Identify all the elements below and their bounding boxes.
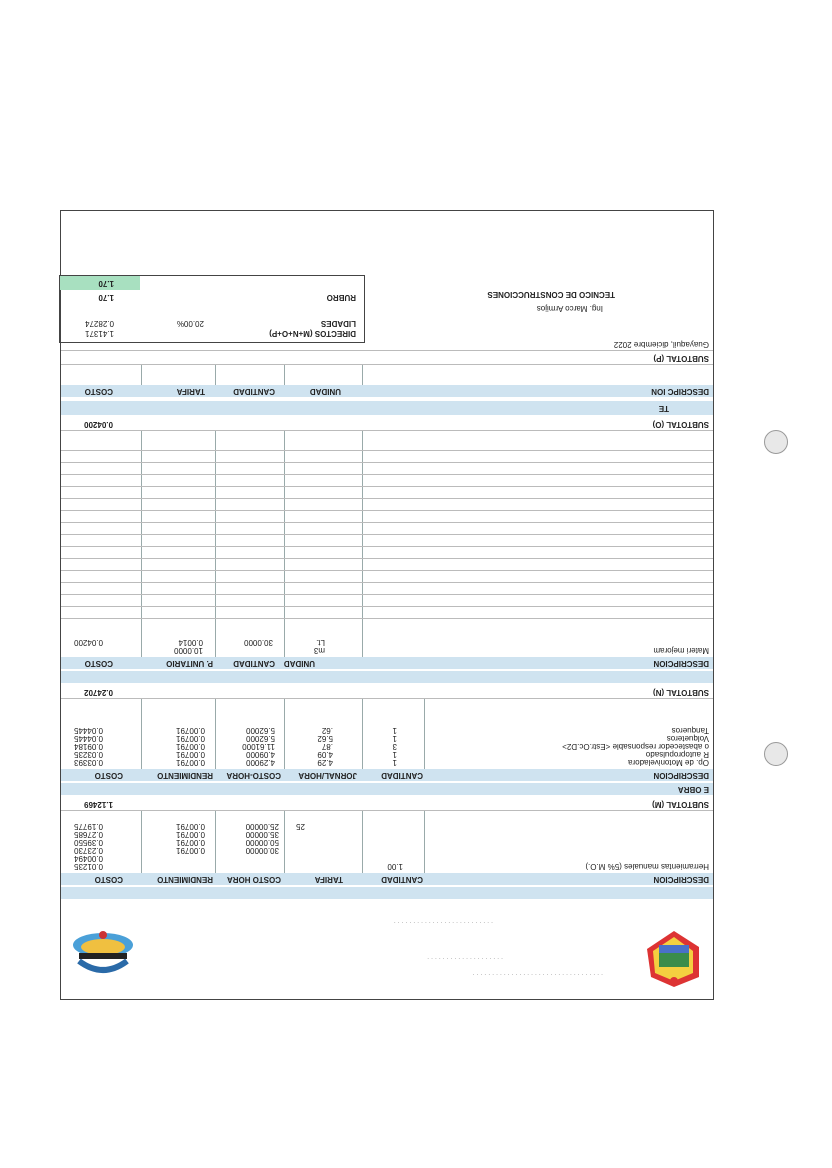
table-cell: Materi mejoram — [653, 646, 709, 655]
table-cell: 25 — [296, 822, 305, 831]
grid-line — [141, 699, 142, 769]
table-cell: 0.00791 — [176, 822, 205, 831]
grid-line — [284, 811, 285, 873]
subtotal-o-label: SUBTOTAL (O) — [652, 420, 709, 429]
grid-line — [61, 430, 713, 431]
faint-letterhead-line: . . . . . . . . . . . . . . . . . . . . — [427, 956, 503, 963]
table-cell: 50.00000 — [245, 838, 279, 847]
indirectos-label: LIDADES — [320, 319, 356, 328]
grid-line — [61, 350, 713, 351]
col-costo: COSTO — [94, 771, 123, 780]
table-cell: 0.0014 — [178, 638, 203, 647]
grid-line — [362, 811, 363, 873]
table-cell: 0.00791 — [176, 846, 205, 855]
total-directos-label: DIRECTOS (M+N+O+P) — [269, 329, 356, 338]
col-descripcion: DESCRIPCION — [653, 875, 709, 884]
grid-line — [61, 606, 713, 607]
col-cantidad: CANTIDAD — [233, 387, 275, 396]
table-cell: 0.00791 — [176, 758, 205, 767]
rubro-highlight — [60, 276, 140, 290]
anniversary-logo-icon — [65, 922, 141, 985]
subtotal-m-label: SUBTOTAL (M) — [652, 800, 709, 809]
grid-line — [141, 811, 142, 873]
mano-obra-title: E OBRA — [677, 785, 709, 794]
table-cell: 0.19775 — [74, 822, 103, 831]
table-cell: 0.00494 — [74, 854, 103, 863]
grid-line — [362, 431, 363, 657]
table-cell: 30.0000 — [244, 638, 273, 647]
indirectos-pct: 20.00% — [176, 319, 204, 328]
table-cell: Volqueteros — [666, 734, 709, 743]
grid-line — [61, 522, 713, 523]
grid-line — [61, 364, 713, 365]
table-cell: 0.03235 — [74, 750, 103, 759]
grid-line — [61, 810, 713, 811]
rubro-value: 1.70 — [98, 293, 114, 302]
table-cell: 0.04200 — [74, 638, 103, 647]
col-costo: COSTO — [84, 659, 113, 668]
col-rendimiento: RENDIMIENTO — [157, 875, 213, 884]
col-cantidad: CANTIDAD — [381, 771, 423, 780]
col-jornal: JORNAL/HORA — [298, 771, 357, 780]
col-descripcion: DESCRIPC ION — [651, 387, 709, 396]
transporte-title-band — [61, 401, 713, 415]
mano-obra-header-band — [61, 769, 713, 781]
grid-line — [215, 811, 216, 873]
grid-line — [61, 558, 713, 559]
total-directos-value: 1.41371 — [85, 329, 114, 338]
subtotal-n-label: SUBTOTAL (N) — [653, 688, 709, 697]
grid-line — [215, 365, 216, 385]
subtotal-p-label: SUBTOTAL (P) — [653, 354, 709, 363]
rubro-box-value: 1.70 — [98, 279, 114, 288]
faint-letterhead-line: . . . . . . . . . . . . . . . . . . . . . . . . . . — [393, 920, 493, 927]
transporte-title: TE — [658, 404, 669, 413]
grid-line — [61, 618, 713, 619]
grid-line — [61, 486, 713, 487]
table-cell: 0.27685 — [74, 830, 103, 839]
table-cell: 5.62000 — [246, 726, 275, 735]
table-cell: R autopropulsado — [645, 750, 709, 759]
municipal-seal-icon — [643, 922, 705, 989]
table-cell: 0.00791 — [176, 750, 205, 759]
grid-line — [61, 450, 713, 451]
col-unidad: UNIDAD — [309, 387, 341, 396]
table-cell: 0.00791 — [176, 830, 205, 839]
place-date: Guayaquil, diciembre 2022 — [613, 340, 709, 349]
table-cell: 1 — [392, 750, 397, 759]
table-cell: Op. de Motoniveladora — [628, 758, 709, 767]
grid-line — [61, 546, 713, 547]
table-cell: Lt. — [316, 638, 325, 647]
table-cell: Herramientas manuales (5% M.O.) — [585, 862, 709, 871]
table-cell: 35.00000 — [245, 830, 279, 839]
table-cell: 0.00791 — [176, 838, 205, 847]
subtotal-n-value: 0.24702 — [84, 688, 113, 697]
col-p-unitario: P. UNITARIO — [166, 659, 213, 668]
grid-line — [141, 365, 142, 385]
faint-letterhead-line: . . . . . . . . . . . . . . . . . . . . . . . . . . . . . . . . . . — [472, 972, 603, 979]
table-cell: 0.04445 — [74, 734, 103, 743]
grid-line — [61, 582, 713, 583]
table-cell: 0.23730 — [74, 846, 103, 855]
grid-line — [61, 462, 713, 463]
subtotal-o-value: 0.04200 — [84, 420, 113, 429]
table-cell: 4.29 — [317, 758, 333, 767]
col-descripcion: DESCRIPCION — [653, 771, 709, 780]
grid-line — [61, 698, 713, 699]
grid-line — [61, 570, 713, 571]
table-cell: 11.61000 — [242, 742, 275, 751]
col-rendimiento: RENDIMIENTO — [157, 771, 213, 780]
col-tarifa: TARIFA — [176, 387, 205, 396]
engineer-name: Ing. Marco Armijos — [536, 304, 603, 313]
col-cantidad: CANTIDAD — [233, 659, 275, 668]
rubro-label: RUBRO — [326, 293, 356, 302]
price-analysis-sheet — [60, 210, 714, 1000]
transporte-header-band — [61, 385, 713, 397]
grid-line — [362, 699, 363, 769]
col-costo: COSTO — [94, 875, 123, 884]
table-cell: 0.03393 — [74, 758, 103, 767]
col-costo: COSTO — [84, 387, 113, 396]
grid-line — [141, 431, 142, 657]
grid-line — [284, 365, 285, 385]
materiales-header-band — [61, 657, 713, 669]
grid-line — [424, 699, 425, 769]
col-cantidad: CANTIDAD — [381, 875, 423, 884]
grid-line — [61, 594, 713, 595]
table-cell: 25.00000 — [245, 822, 279, 831]
col-costo-hora: COSTO HORA — [226, 875, 281, 884]
table-cell: m3 — [313, 646, 325, 655]
grid-line — [424, 811, 425, 873]
table-cell: 30.00000 — [245, 846, 279, 855]
grid-line — [61, 498, 713, 499]
table-cell: 0.04445 — [74, 726, 103, 735]
indirectos-value: 0.28274 — [85, 319, 114, 328]
grid-line — [215, 431, 216, 657]
table-cell: 4.29000 — [246, 758, 275, 767]
table-cell: .87 — [321, 742, 333, 751]
grid-line — [61, 510, 713, 511]
table-cell: 1.00 — [387, 862, 403, 871]
grid-line — [284, 431, 285, 657]
engineer-role: TECNICO DE CONSTRUCCIONES — [487, 290, 615, 299]
col-descripcion: DESCRIPCION — [653, 659, 709, 668]
table-cell: 0.09184 — [74, 742, 103, 751]
equipos-title-band — [61, 887, 713, 899]
col-tarifa: TARIFA — [314, 875, 343, 884]
mano-obra-title-band — [61, 783, 713, 795]
table-cell: 10.0000 — [174, 646, 203, 655]
col-unidad: UNIDAD — [283, 659, 315, 668]
equipos-header-band — [61, 873, 713, 885]
grid-line — [61, 534, 713, 535]
grid-line — [61, 474, 713, 475]
table-cell: 0.39550 — [74, 838, 103, 847]
table-cell: 1 — [392, 758, 397, 767]
table-cell: Tanqueros — [671, 726, 709, 735]
table-cell: 5.62000 — [246, 734, 275, 743]
grid-line — [215, 699, 216, 769]
table-cell: .62 — [321, 726, 333, 735]
table-cell: 0.01235 — [74, 862, 103, 871]
punch-hole-icon — [764, 742, 788, 766]
table-cell: 0.00791 — [176, 734, 205, 743]
subtotal-m-value: 1.12469 — [84, 800, 113, 809]
table-cell: 1 — [392, 734, 397, 743]
grid-line — [284, 699, 285, 769]
punch-hole-icon — [764, 430, 788, 454]
table-cell: o abastecedor responsable <Estr.Oc.D2> — [562, 742, 709, 751]
materiales-title-band — [61, 671, 713, 683]
grid-line — [362, 365, 363, 385]
table-cell: 0.00791 — [176, 742, 205, 751]
col-costo-hora: COSTO-HORA — [226, 771, 281, 780]
table-cell: 4.09 — [317, 750, 333, 759]
table-cell: 0.00791 — [176, 726, 205, 735]
table-cell: 4.09000 — [246, 750, 275, 759]
table-cell: 1 — [392, 726, 397, 735]
table-cell: 5.62 — [317, 734, 333, 743]
table-cell: 3 — [392, 742, 397, 751]
totals-box — [59, 275, 365, 343]
